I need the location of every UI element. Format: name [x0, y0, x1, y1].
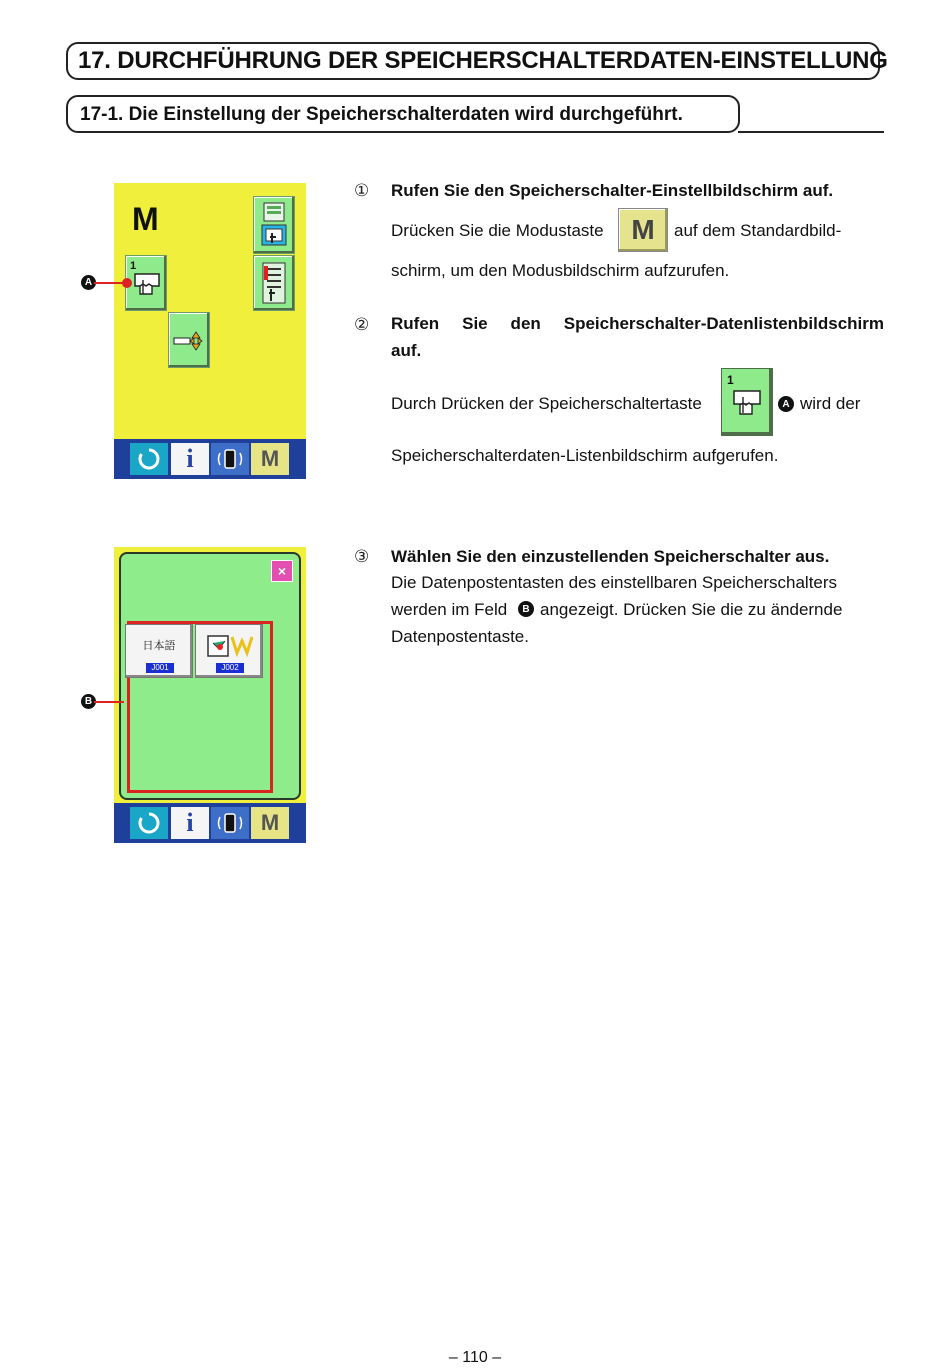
section-title: 17-1. Die Einstellung der Speicherschalterdaten wird durchgeführt. [80, 104, 683, 125]
step-2-heading-line1: Rufen Sie den Speicherschalter-Datenlistenbildschirm [391, 314, 884, 333]
section-underline [738, 131, 884, 133]
callout-marker-a: A [81, 275, 96, 290]
callout-dot-a [122, 278, 132, 288]
step-1-text-before: Drücken Sie die Modustaste [391, 221, 604, 240]
info-button[interactable] [171, 443, 209, 475]
memory-switch-number: 1 [130, 260, 137, 272]
mode-letter: M [132, 201, 159, 237]
step-2-text-after: wird der [800, 394, 861, 413]
data-item-key-label: 日本語 [142, 640, 176, 652]
step-2-text-before: Durch Drücken der Speicherschaltertaste [391, 394, 702, 413]
data-list-button[interactable] [253, 255, 295, 311]
mode-button[interactable] [251, 443, 289, 475]
step-3-line1: Die Datenpostentasten des einstellbaren Speicherschalters [391, 573, 838, 592]
mode-icon: M [260, 810, 280, 835]
data-item-code: J001 [146, 663, 174, 673]
thread-clamp-button[interactable] [168, 312, 210, 368]
info-icon: i [186, 808, 194, 837]
sewing-data-icon [258, 201, 290, 249]
step-3-marker-b: B [518, 601, 534, 617]
step-2-heading-line2: auf. [391, 341, 422, 360]
reset-button[interactable] [130, 807, 168, 839]
sewing-data-button[interactable] [253, 196, 295, 254]
mode-screen [114, 183, 306, 479]
mode-icon: M [260, 446, 280, 471]
close-button[interactable]: × [271, 560, 293, 582]
step-2-number: ② [354, 315, 370, 334]
reset-icon [137, 811, 161, 835]
data-item-key-j002[interactable] [195, 624, 263, 678]
communication-button[interactable] [211, 807, 249, 839]
step-3-line3: Datenpostentaste. [391, 627, 529, 646]
communication-icon [215, 811, 245, 835]
data-list-icon [259, 261, 289, 305]
callout-leader-b [94, 701, 124, 703]
memory-switch-list-screen [114, 547, 306, 843]
step-3-line2-after: angezeigt. Drücken Sie die zu ändernde [540, 600, 843, 619]
step-2-marker-a: A [778, 396, 794, 412]
communication-icon [215, 447, 245, 471]
callout-marker-b: B [81, 694, 96, 709]
step-1-number: ① [354, 181, 370, 200]
reset-icon [137, 447, 161, 471]
bottom-bar [114, 803, 306, 843]
thread-clamp-icon [172, 328, 206, 352]
list-panel [119, 552, 301, 800]
data-item-code: J002 [216, 663, 244, 673]
thread-trimmer-icon [206, 633, 256, 659]
info-button[interactable] [171, 807, 209, 839]
memory-switch-icon [728, 383, 766, 421]
memory-switch-key-number: 1 [727, 373, 734, 387]
step-1-text-line2: schirm, um den Modusbildschirm aufzurufen. [391, 261, 730, 280]
page-number: – 110 – [448, 1349, 502, 1366]
reset-button[interactable] [130, 443, 168, 475]
mode-button[interactable] [251, 807, 289, 839]
chapter-title: 17. DURCHFÜHRUNG DER SPEICHERSCHALTERDATEN-EINSTELLUNG [78, 47, 888, 74]
info-icon: i [186, 444, 194, 473]
step-3-line2-before: werden im Feld [391, 600, 508, 619]
mode-key-illustration: M [618, 208, 668, 252]
step-1-text-after: auf dem Standardbild- [674, 221, 842, 240]
step-1-heading: Rufen Sie den Speicherschalter-Einstellbildschirm auf. [391, 181, 834, 200]
data-item-key-j001[interactable] [125, 624, 193, 678]
bottom-bar [114, 439, 306, 479]
step-3-number: ③ [354, 547, 370, 566]
step-2-text-line2: Speicherschalterdaten-Listenbildschirm aufgerufen. [391, 446, 779, 465]
memory-switch-key-illustration [721, 368, 773, 436]
communication-button[interactable] [211, 443, 249, 475]
step-3-heading: Wählen Sie den einzustellenden Speicherschalter aus. [391, 547, 830, 566]
